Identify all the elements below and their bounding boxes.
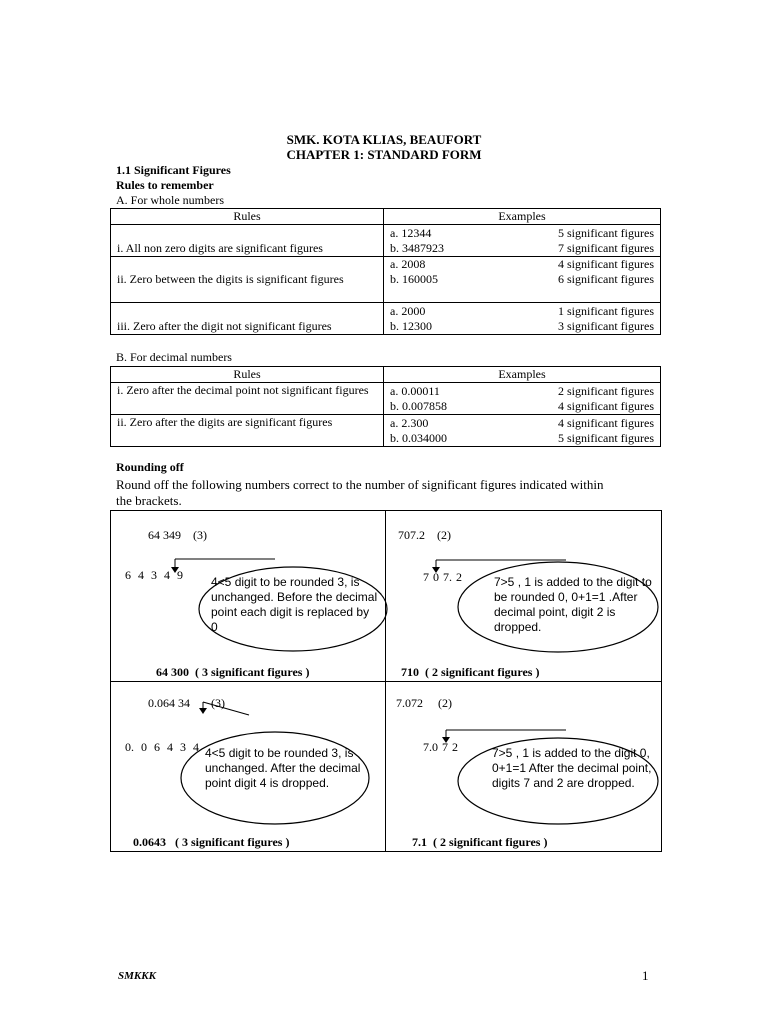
example-sf: 1 significant figures <box>558 304 654 318</box>
chapter-title: CHAPTER 1: STANDARD FORM <box>286 147 482 162</box>
example-number: b. 12300 <box>390 319 432 333</box>
table-a-examples-1 <box>384 225 661 257</box>
table-b-caption: B. For decimal numbers <box>116 350 232 364</box>
example-number: a. 0.00011 <box>390 384 440 398</box>
example-sf: 4 significant figures <box>558 416 654 430</box>
example-number: a. 2000 <box>390 304 426 318</box>
table-a-rule-2: ii. Zero between the digits is significant figures <box>111 257 384 303</box>
table-a-examples-2 <box>384 257 661 303</box>
table-b-header-examples: Examples <box>384 367 661 383</box>
rounding-cell-1 <box>111 511 385 681</box>
example-sf: 5 significant figures <box>558 226 654 240</box>
table-a-rule-1: i. All non zero digits are significant figures <box>111 225 384 257</box>
example-number: a. 2008 <box>390 257 426 271</box>
table-b-rule-2: ii. Zero after the digits are significant figures <box>111 415 384 447</box>
rounding-cell-2 <box>386 511 660 681</box>
question-number: 7.072 (2) <box>396 696 452 710</box>
table-b-examples-1 <box>384 383 661 415</box>
rounding-title: Rounding off <box>116 460 184 474</box>
section-title: 1.1 Significant Figures <box>116 163 231 177</box>
example-sf: 4 significant figures <box>558 257 654 271</box>
example-sf: 7 significant figures <box>558 241 654 255</box>
table-a-examples-3 <box>384 303 661 335</box>
table-a-header-rules: Rules <box>111 209 384 225</box>
table-whole-numbers <box>110 208 661 335</box>
explanation-note: 7>5 , 1 is added to the digit to be rounded 0, 0+1=1 .After decimal point, digit 2 is dropped. <box>494 575 652 634</box>
question-number: 64 349 (3) <box>148 528 207 542</box>
answer: 7.1 ( 2 significant figures ) <box>412 835 548 849</box>
example-sf: 6 significant figures <box>558 272 654 286</box>
answer: 64 300 ( 3 significant figures ) <box>156 665 310 679</box>
section-subtitle: Rules to remember <box>116 178 214 192</box>
explanation-note: 4<5 digit to be rounded 3, is unchanged. Before the decimal point each digit is replaced by 0 <box>211 575 378 634</box>
example-sf: 5 significant figures <box>558 431 654 445</box>
example-number: b. 0.007858 <box>390 399 447 413</box>
table-a-header-examples: Examples <box>384 209 661 225</box>
rounding-instruction: Round off the following numbers correct to the number of significant figures indicated within the brackets. <box>116 477 604 508</box>
school-name: SMK. KOTA KLIAS, BEAUFORT <box>286 132 482 147</box>
digits-breakdown: 7.0 7 2 <box>423 740 458 754</box>
answer: 0.0643 ( 3 significant figures ) <box>133 835 290 849</box>
answer: 710 ( 2 significant figures ) <box>401 665 540 679</box>
table-a-rule-3: iii. Zero after the digit not significant figures <box>111 303 384 335</box>
page-number: 1 <box>642 968 649 983</box>
digits-breakdown: 6 4 3 4 9 <box>125 568 183 582</box>
example-sf: 2 significant figures <box>558 384 654 398</box>
rounding-cell-4 <box>386 682 660 852</box>
example-number: b. 3487923 <box>390 241 444 255</box>
rounding-grid <box>110 510 662 852</box>
example-number: b. 160005 <box>390 272 438 286</box>
explanation-note: 7>5 , 1 is added to the digit 0, 0+1=1 After the decimal point, digits 7 and 2 are dropped. <box>492 746 652 790</box>
digits-breakdown: 7 0 7. 2 <box>423 570 462 584</box>
rounding-cell-3 <box>111 682 385 852</box>
footer-school-code: SMKKK <box>118 970 156 982</box>
table-a-caption: A. For whole numbers <box>116 193 224 207</box>
table-b-header-rules: Rules <box>111 367 384 383</box>
example-number: b. 0.034000 <box>390 431 447 445</box>
question-number: 707.2 (2) <box>398 528 451 542</box>
example-sf: 4 significant figures <box>558 399 654 413</box>
table-b-examples-2 <box>384 415 661 447</box>
digits-breakdown: 0. 0 6 4 3 4 <box>125 740 199 754</box>
question-number: 0.064 34 (3) <box>148 696 225 710</box>
table-decimal-numbers <box>110 366 661 447</box>
explanation-note: 4<5 digit to be rounded 3, is unchanged. After the decimal point digit 4 is dropped. <box>205 746 361 790</box>
table-b-rule-1: i. Zero after the decimal point not significant figures <box>111 383 384 415</box>
example-number: a. 2.300 <box>390 416 429 430</box>
example-number: a. 12344 <box>390 226 432 240</box>
example-sf: 3 significant figures <box>558 319 654 333</box>
